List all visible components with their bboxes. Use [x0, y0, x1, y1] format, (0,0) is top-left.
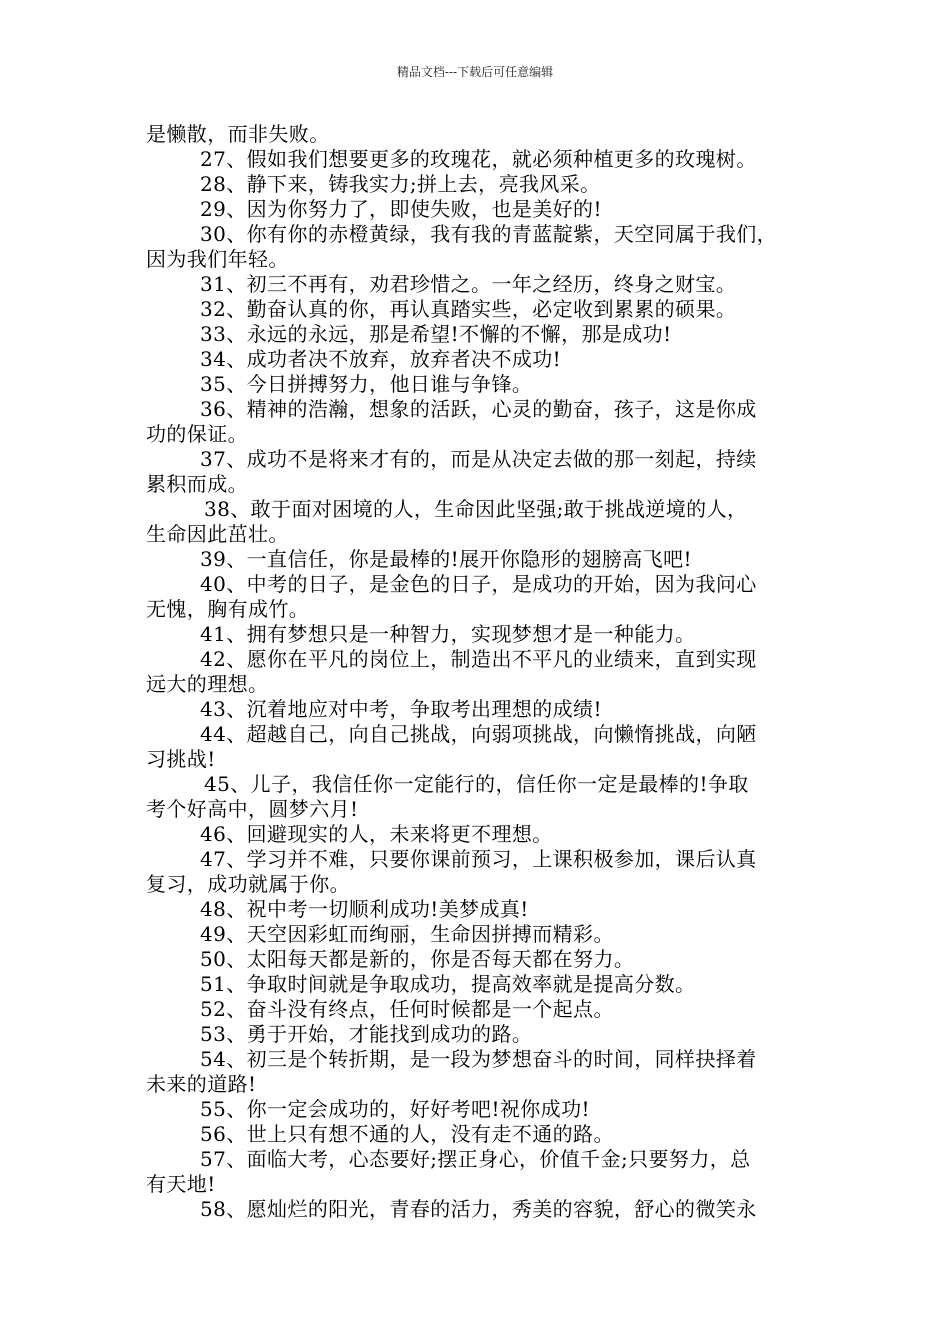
text-line: 46、回避现实的人，未来将更不理想。	[200, 822, 553, 846]
text-line: 40、中考的日子，是金色的日子，是成功的开始，因为我问心	[200, 572, 757, 596]
text-line: 远大的理想。	[146, 672, 269, 696]
text-line: 45、儿子，我信任你一定能行的，信任你一定是最棒的!争取	[204, 772, 749, 796]
page-header: 精品文档---下载后可任意编辑	[396, 65, 554, 79]
text-line: 39、一直信任，你是最棒的!展开你隐形的翅膀高飞吧!	[200, 547, 692, 571]
text-line: 44、超越自己，向自己挑战，向弱项挑战，向懒惰挑战，向陋	[200, 722, 757, 746]
text-line: 49、天空因彩虹而绚丽，生命因拼搏而精彩。	[200, 922, 614, 946]
text-line: 36、精神的浩瀚，想象的活跃，心灵的勤奋，孩子，这是你成	[200, 397, 757, 421]
text-line: 30、你有你的赤橙黄绿，我有我的青蓝靛紫，天空同属于我们，	[200, 222, 778, 246]
text-line: 48、祝中考一切顺利成功!美梦成真!	[200, 897, 529, 921]
text-line: 51、争取时间就是争取成功，提高效率就是提高分数。	[200, 972, 696, 996]
text-line: 50、太阳每天都是新的，你是否每天都在努力。	[200, 947, 635, 971]
text-line: 37、成功不是将来才有的，而是从决定去做的那一刻起，持续	[200, 447, 757, 471]
text-line: 57、面临大考，心态要好;摆正身心，价值千金;只要努力，总	[200, 1147, 751, 1171]
text-line: 42、愿你在平凡的岗位上，制造出不平凡的业绩来，直到实现	[200, 647, 757, 671]
text-line: 32、勤奋认真的你，再认真踏实些，必定收到累累的硕果。	[200, 297, 737, 321]
text-line: 因为我们年轻。	[146, 247, 289, 271]
document-body	[146, 122, 806, 1222]
text-line: 功的保证。	[146, 422, 248, 446]
text-line: 56、世上只有想不通的人，没有走不通的路。	[200, 1122, 614, 1146]
text-line: 33、永远的永远，那是希望!不懈的不懈，那是成功!	[200, 322, 672, 346]
text-line: 55、你一定会成功的，好好考吧!祝你成功!	[200, 1097, 590, 1121]
text-line: 27、假如我们想要更多的玫瑰花，就必须种植更多的玫瑰树。	[200, 147, 757, 171]
text-line: 41、拥有梦想只是一种智力，实现梦想才是一种能力。	[200, 622, 696, 646]
text-line: 58、愿灿烂的阳光，青春的活力，秀美的容貌，舒心的微笑永	[200, 1197, 757, 1221]
text-line: 无愧，胸有成竹。	[146, 597, 310, 621]
text-line: 52、奋斗没有终点，任何时候都是一个起点。	[200, 997, 614, 1021]
text-line: 34、成功者决不放弃，放弃者决不成功!	[200, 347, 562, 371]
text-line: 43、沉着地应对中考，争取考出理想的成绩!	[200, 697, 602, 721]
text-line: 54、初三是个转折期，是一段为梦想奋斗的时间，同样抉择着	[200, 1047, 757, 1071]
text-line: 复习，成功就属于你。	[146, 872, 350, 896]
text-line: 38、敢于面对困境的人，生命因此坚强;敢于挑战逆境的人，	[204, 497, 748, 521]
text-line: 47、学习并不难，只要你课前预习，上课积极参加，课后认真	[200, 847, 757, 871]
text-line: 29、因为你努力了，即使失败，也是美好的!	[200, 197, 602, 221]
text-line: 考个好高中，圆梦六月!	[146, 797, 359, 821]
text-line: 53、勇于开始，才能找到成功的路。	[200, 1022, 533, 1046]
text-line: 31、初三不再有，劝君珍惜之。一年之经历，终身之财宝。	[200, 272, 737, 296]
text-line: 累积而成。	[146, 472, 248, 496]
text-line: 是懒散，而非失败。	[146, 122, 330, 146]
text-line: 有天地!	[146, 1172, 216, 1196]
text-line: 35、今日拼搏努力，他日谁与争锋。	[200, 372, 533, 396]
text-line: 28、静下来，铸我实力;拼上去，亮我风采。	[200, 172, 601, 196]
text-line: 生命因此茁壮。	[146, 522, 289, 546]
text-line: 习挑战!	[146, 747, 216, 771]
text-line: 未来的道路!	[146, 1072, 257, 1096]
